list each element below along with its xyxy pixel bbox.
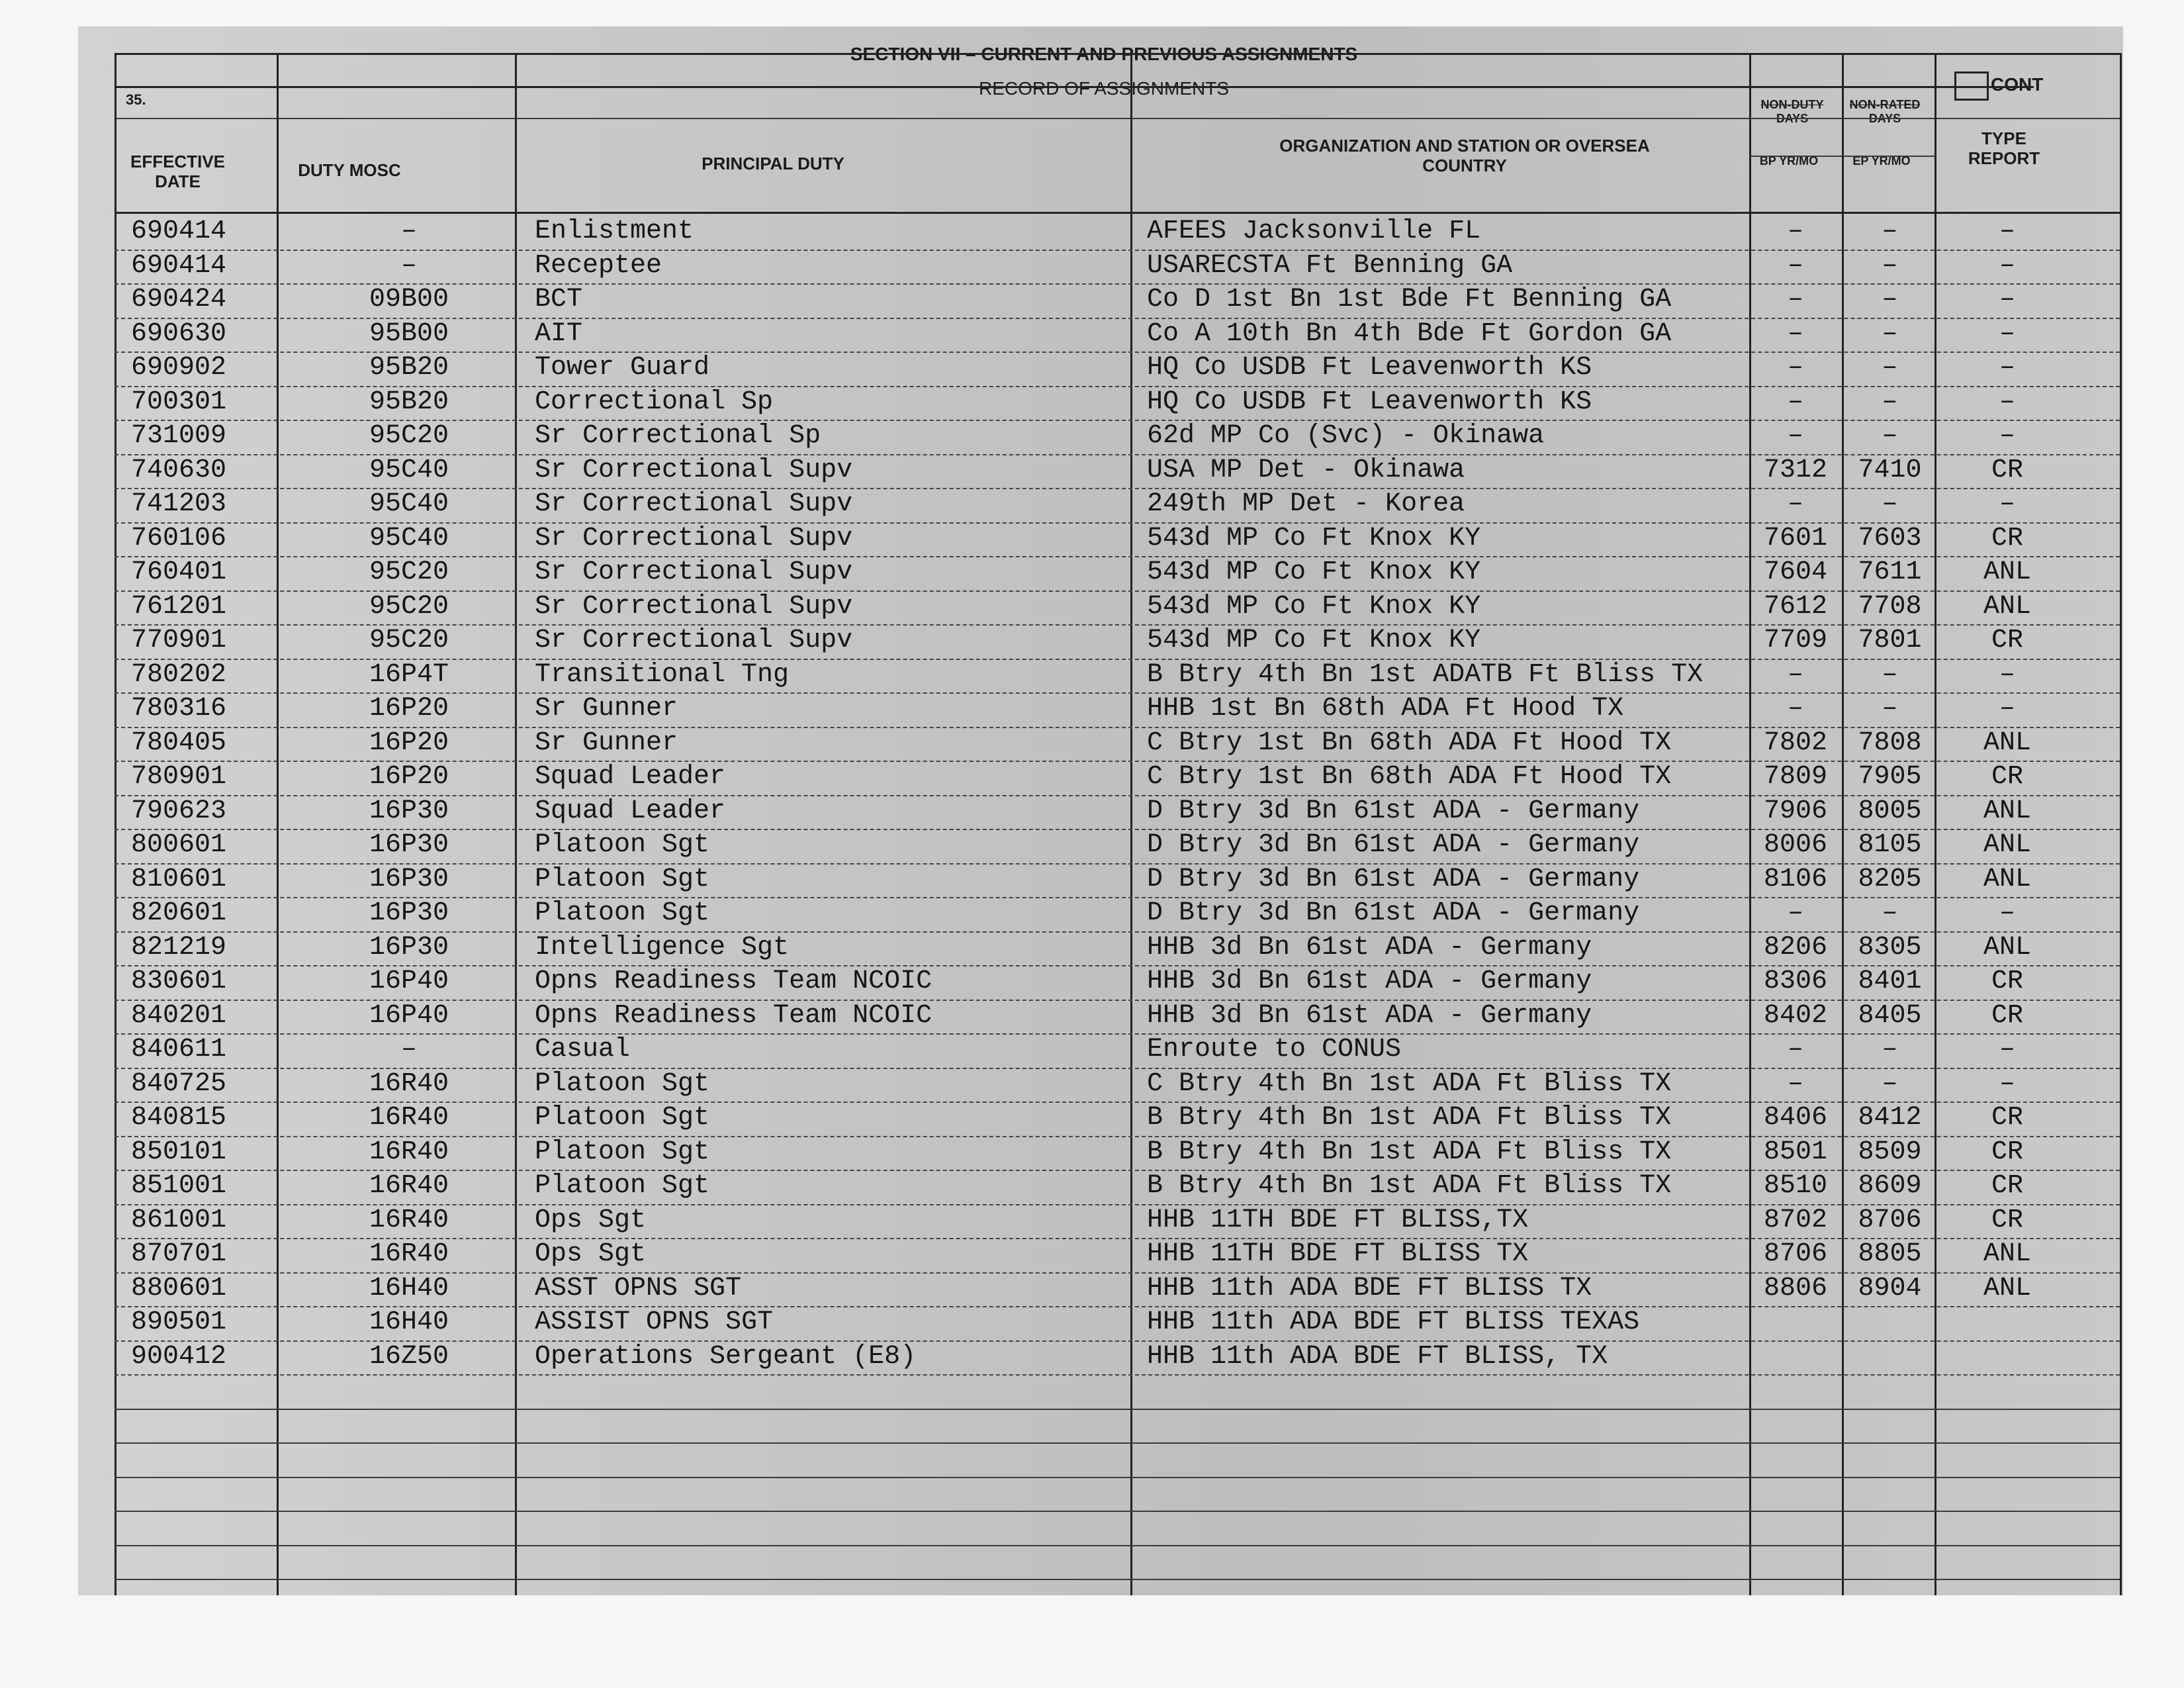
cell-type-report: CR xyxy=(1991,626,2023,655)
cell-organization: 543d MP Co Ft Knox KY xyxy=(1147,524,1481,553)
row-rule xyxy=(114,1374,2120,1376)
cell-bp-yr-mo: 8206 xyxy=(1763,933,1827,962)
cell-effective-date: 900412 xyxy=(131,1342,227,1372)
cell-duty-mosc: 16P30 xyxy=(369,830,449,860)
cell-effective-date: 780901 xyxy=(131,762,227,792)
cell-organization: D Btry 3d Bn 61st ADA - Germany xyxy=(1147,898,1640,928)
cell-ep-yr-mo: 8305 xyxy=(1858,933,1922,962)
cell-duty-mosc: 16H40 xyxy=(369,1274,449,1303)
cell-principal-duty: Sr Correctional Sp xyxy=(535,421,821,451)
cell-principal-duty: Transitional Tng xyxy=(535,660,790,690)
cell-ep-yr-mo: 7410 xyxy=(1858,455,1922,485)
col-rule-right xyxy=(2120,53,2122,1595)
header-type-report: TYPE REPORT xyxy=(1968,128,2040,168)
cell-effective-date: 780316 xyxy=(131,694,227,724)
cell-bp-yr-mo: 8702 xyxy=(1763,1205,1827,1235)
cell-effective-date: 790623 xyxy=(131,796,227,826)
cell-type-report: ANL xyxy=(1983,933,2031,962)
cell-duty-mosc: 95C20 xyxy=(369,626,449,655)
row-rule xyxy=(114,1409,2120,1410)
cell-ep-yr-mo xyxy=(1842,1340,1938,1374)
cell-duty-mosc: 16R40 xyxy=(369,1069,449,1099)
cell-organization: 543d MP Co Ft Knox KY xyxy=(1147,592,1481,622)
cell-principal-duty: Correctional Sp xyxy=(535,387,774,417)
cell-bp-yr-mo: 8106 xyxy=(1763,865,1827,894)
cell-type-report: – xyxy=(1999,489,2015,519)
cell-organization: 543d MP Co Ft Knox KY xyxy=(1147,557,1481,587)
cell-ep-yr-mo: – xyxy=(1882,216,1898,246)
cell-effective-date: 840611 xyxy=(131,1035,227,1064)
cell-duty-mosc: 95C40 xyxy=(369,489,449,519)
cell-principal-duty: Ops Sgt xyxy=(535,1205,647,1235)
cell-bp-yr-mo: – xyxy=(1787,660,1803,690)
cell-type-report: ANL xyxy=(1983,830,2031,860)
cell-principal-duty: Platoon Sgt xyxy=(535,1137,710,1167)
cell-effective-date: 840725 xyxy=(131,1069,227,1099)
cell-ep-yr-mo: 7708 xyxy=(1858,592,1922,622)
cell-effective-date: 840201 xyxy=(131,1001,227,1031)
item-number: 35. xyxy=(126,91,146,108)
cell-duty-mosc: 95C20 xyxy=(369,592,449,622)
record-title-rule xyxy=(114,118,2120,119)
cell-type-report: ANL xyxy=(1983,1239,2031,1269)
cell-ep-yr-mo: – xyxy=(1882,285,1898,314)
cell-bp-yr-mo: – xyxy=(1787,1069,1803,1099)
cell-effective-date: 741203 xyxy=(131,489,227,519)
cell-ep-yr-mo: – xyxy=(1882,1035,1898,1064)
cell-effective-date: 740630 xyxy=(131,455,227,485)
cell-ep-yr-mo: 8805 xyxy=(1858,1239,1922,1269)
cell-type-report: ANL xyxy=(1983,1274,2031,1303)
cell-organization: D Btry 3d Bn 61st ADA - Germany xyxy=(1147,865,1640,894)
cell-ep-yr-mo: – xyxy=(1882,319,1898,349)
cell-duty-mosc: 16P40 xyxy=(369,966,449,996)
header-non-duty-days: NON-DUTY DAYS xyxy=(1760,98,1824,125)
cell-type-report: – xyxy=(1999,1035,2015,1064)
cell-type-report xyxy=(1944,1340,2070,1374)
cell-organization: HHB 11th ADA BDE FT BLISS TEXAS xyxy=(1147,1307,1640,1337)
cell-principal-duty: Sr Gunner xyxy=(535,694,678,724)
cell-principal-duty: Receptee xyxy=(535,251,662,281)
cell-principal-duty: Sr Gunner xyxy=(535,728,678,758)
cell-organization: Enroute to CONUS xyxy=(1147,1035,1402,1064)
cell-duty-mosc: 16R40 xyxy=(369,1239,449,1269)
cell-principal-duty: Sr Correctional Supv xyxy=(535,592,853,622)
cell-type-report xyxy=(1944,1306,2070,1339)
cell-bp-yr-mo: – xyxy=(1787,898,1803,928)
cell-effective-date: 850101 xyxy=(131,1137,227,1167)
cell-ep-yr-mo: 8904 xyxy=(1858,1274,1922,1303)
cell-effective-date: 840815 xyxy=(131,1103,227,1133)
cell-bp-yr-mo: 7906 xyxy=(1763,796,1827,826)
cell-organization: HHB 3d Bn 61st ADA - Germany xyxy=(1147,1001,1592,1031)
cell-effective-date: 700301 xyxy=(131,387,227,417)
cell-type-report: – xyxy=(1999,421,2015,451)
cell-principal-duty: Sr Correctional Supv xyxy=(535,524,853,553)
cell-duty-mosc: 95C20 xyxy=(369,557,449,587)
cell-type-report: – xyxy=(1999,694,2015,724)
cell-type-report: ANL xyxy=(1983,592,2031,622)
cell-duty-mosc: 16P30 xyxy=(369,933,449,962)
cell-ep-yr-mo: 7808 xyxy=(1858,728,1922,758)
cell-organization: HQ Co USDB Ft Leavenworth KS xyxy=(1147,387,1592,417)
cell-organization: HHB 11TH BDE FT BLISS,TX xyxy=(1147,1205,1529,1235)
cell-duty-mosc: 09B00 xyxy=(369,285,449,314)
cell-ep-yr-mo: – xyxy=(1882,898,1898,928)
cell-principal-duty: Squad Leader xyxy=(535,796,726,826)
cell-effective-date: 731009 xyxy=(131,421,227,451)
cell-duty-mosc: – xyxy=(400,1035,417,1064)
cell-ep-yr-mo xyxy=(1842,1306,1938,1339)
cell-effective-date: 760106 xyxy=(131,524,227,553)
cell-principal-duty: AIT xyxy=(535,319,583,349)
cell-principal-duty: Operations Sergeant (E8) xyxy=(535,1342,917,1372)
cell-bp-yr-mo: 8501 xyxy=(1763,1137,1827,1167)
row-rule xyxy=(114,1545,2120,1546)
cell-ep-yr-mo: 8412 xyxy=(1858,1103,1922,1133)
cell-principal-duty: ASSIST OPNS SGT xyxy=(535,1307,774,1337)
cell-organization: HHB 11th ADA BDE FT BLISS, TX xyxy=(1147,1342,1608,1372)
cell-duty-mosc: 16P20 xyxy=(369,762,449,792)
cell-type-report: – xyxy=(1999,660,2015,690)
cell-type-report: – xyxy=(1999,1069,2015,1099)
cell-principal-duty: Casual xyxy=(535,1035,631,1064)
cell-type-report: – xyxy=(1999,285,2015,314)
section-title: SECTION VII – CURRENT AND PREVIOUS ASSIGNMENTS xyxy=(850,44,1358,64)
cell-duty-mosc: 95B20 xyxy=(369,353,449,383)
cell-effective-date: 690424 xyxy=(131,285,227,314)
cell-effective-date: 820601 xyxy=(131,898,227,928)
cell-duty-mosc: – xyxy=(400,251,417,281)
row-rule xyxy=(114,1579,2120,1580)
cell-effective-date: 770901 xyxy=(131,626,227,655)
cell-duty-mosc: 16R40 xyxy=(369,1137,449,1167)
cell-type-report: CR xyxy=(1991,1137,2023,1167)
cell-principal-duty: Sr Correctional Supv xyxy=(535,557,853,587)
cell-organization: AFEES Jacksonville FL xyxy=(1147,216,1481,246)
cell-bp-yr-mo: – xyxy=(1787,251,1803,281)
cell-principal-duty: Platoon Sgt xyxy=(535,1069,710,1099)
cell-ep-yr-mo: 8205 xyxy=(1858,865,1922,894)
cell-ep-yr-mo: 7801 xyxy=(1858,626,1922,655)
cell-organization: HHB 11th ADA BDE FT BLISS TX xyxy=(1147,1274,1592,1303)
header-principal-duty: PRINCIPAL DUTY xyxy=(702,154,844,173)
cell-bp-yr-mo: – xyxy=(1787,1035,1803,1064)
cell-principal-duty: Sr Correctional Supv xyxy=(535,489,853,519)
cell-bp-yr-mo: – xyxy=(1787,489,1803,519)
cont-label: CONT xyxy=(1991,74,2044,95)
cell-bp-yr-mo: 7612 xyxy=(1763,592,1827,622)
cell-ep-yr-mo: – xyxy=(1882,489,1898,519)
cell-type-report: ANL xyxy=(1983,865,2031,894)
cell-ep-yr-mo: 7603 xyxy=(1858,524,1922,553)
cell-organization: B Btry 4th Bn 1st ADA Ft Bliss TX xyxy=(1147,1103,1672,1133)
cell-bp-yr-mo: 8306 xyxy=(1763,966,1827,996)
cell-effective-date: 880601 xyxy=(131,1274,227,1303)
cell-principal-duty: ASST OPNS SGT xyxy=(535,1274,742,1303)
cell-effective-date: 800601 xyxy=(131,830,227,860)
cell-principal-duty: Tower Guard xyxy=(535,353,710,383)
cell-ep-yr-mo: – xyxy=(1882,694,1898,724)
cell-organization: HQ Co USDB Ft Leavenworth KS xyxy=(1147,353,1592,383)
cell-duty-mosc: 16Z50 xyxy=(369,1342,449,1372)
cell-bp-yr-mo: 7802 xyxy=(1763,728,1827,758)
row-rule xyxy=(114,1477,2120,1478)
cell-duty-mosc: 16P4T xyxy=(369,660,449,690)
header-bp: BP YR/MO xyxy=(1759,154,1819,167)
cell-type-report: – xyxy=(1999,216,2015,246)
cell-organization: USA MP Det - Okinawa xyxy=(1147,455,1465,485)
cell-principal-duty: Platoon Sgt xyxy=(535,830,710,860)
cell-duty-mosc: – xyxy=(400,216,417,246)
cell-organization: USARECSTA Ft Benning GA xyxy=(1147,251,1513,281)
cell-type-report: – xyxy=(1999,353,2015,383)
cell-type-report: CR xyxy=(1991,455,2023,485)
cell-organization: HHB 3d Bn 61st ADA - Germany xyxy=(1147,933,1592,962)
cell-type-report: CR xyxy=(1991,1205,2023,1235)
cell-effective-date: 780405 xyxy=(131,728,227,758)
cell-organization: C Btry 4th Bn 1st ADA Ft Bliss TX xyxy=(1147,1069,1672,1099)
cell-principal-duty: Intelligence Sgt xyxy=(535,933,790,962)
cell-principal-duty: Squad Leader xyxy=(535,762,726,792)
cell-duty-mosc: 16H40 xyxy=(369,1307,449,1337)
cell-duty-mosc: 16R40 xyxy=(369,1103,449,1133)
cell-principal-duty: Ops Sgt xyxy=(535,1239,647,1269)
cell-effective-date: 821219 xyxy=(131,933,227,962)
cell-bp-yr-mo xyxy=(1749,1340,1842,1374)
cell-duty-mosc: 16P20 xyxy=(369,728,449,758)
cell-ep-yr-mo: – xyxy=(1882,660,1898,690)
cell-type-report: CR xyxy=(1991,966,2023,996)
cell-organization: Co A 10th Bn 4th Bde Ft Gordon GA xyxy=(1147,319,1672,349)
cell-duty-mosc: 95C40 xyxy=(369,524,449,553)
cell-duty-mosc: 16R40 xyxy=(369,1205,449,1235)
cell-bp-yr-mo: 7604 xyxy=(1763,557,1827,587)
cell-bp-yr-mo: – xyxy=(1787,216,1803,246)
cell-bp-yr-mo: 8402 xyxy=(1763,1001,1827,1031)
header-organization: ORGANIZATION AND STATION OR OVERSEA COUNTRY xyxy=(1279,136,1650,175)
cell-duty-mosc: 95B00 xyxy=(369,319,449,349)
row-rule xyxy=(114,1442,2120,1444)
cell-effective-date: 870701 xyxy=(131,1239,227,1269)
cell-type-report: ANL xyxy=(1983,728,2031,758)
cell-type-report: CR xyxy=(1991,1171,2023,1201)
cell-ep-yr-mo: 8706 xyxy=(1858,1205,1922,1235)
cell-principal-duty: Opns Readiness Team NCOIC xyxy=(535,1001,933,1031)
row-rule xyxy=(114,1511,2120,1512)
cell-type-report: – xyxy=(1999,898,2015,928)
cell-bp-yr-mo: – xyxy=(1787,694,1803,724)
cell-ep-yr-mo: 8405 xyxy=(1858,1001,1922,1031)
cell-ep-yr-mo: 7611 xyxy=(1858,557,1922,587)
cell-organization: 543d MP Co Ft Knox KY xyxy=(1147,626,1481,655)
cell-principal-duty: Opns Readiness Team NCOIC xyxy=(535,966,933,996)
cell-effective-date: 690414 xyxy=(131,216,227,246)
cell-effective-date: 851001 xyxy=(131,1171,227,1201)
cell-bp-yr-mo: – xyxy=(1787,285,1803,314)
cell-bp-yr-mo: 8706 xyxy=(1763,1239,1827,1269)
cell-ep-yr-mo: – xyxy=(1882,421,1898,451)
cell-ep-yr-mo: 8005 xyxy=(1858,796,1922,826)
cell-type-report: – xyxy=(1999,319,2015,349)
cell-bp-yr-mo: 7601 xyxy=(1763,524,1827,553)
cell-duty-mosc: 16P30 xyxy=(369,796,449,826)
cell-effective-date: 830601 xyxy=(131,966,227,996)
cell-ep-yr-mo: 8401 xyxy=(1858,966,1922,996)
record-subtitle: RECORD OF ASSIGNMENTS xyxy=(978,78,1230,99)
cell-ep-yr-mo: – xyxy=(1882,1069,1898,1099)
cell-bp-yr-mo: – xyxy=(1787,387,1803,417)
cell-organization: D Btry 3d Bn 61st ADA - Germany xyxy=(1147,796,1640,826)
cell-bp-yr-mo: – xyxy=(1787,319,1803,349)
cell-principal-duty: Platoon Sgt xyxy=(535,1103,710,1133)
section-title-rule xyxy=(114,86,2034,88)
cell-bp-yr-mo: 7809 xyxy=(1763,762,1827,792)
cell-duty-mosc: 16R40 xyxy=(369,1171,449,1201)
cell-ep-yr-mo: – xyxy=(1882,353,1898,383)
cell-type-report: CR xyxy=(1991,1001,2023,1031)
cell-type-report: ANL xyxy=(1983,796,2031,826)
header-bottom-rule xyxy=(114,212,2120,214)
cell-bp-yr-mo xyxy=(1749,1306,1842,1339)
cell-organization: 249th MP Det - Korea xyxy=(1147,489,1465,519)
cell-principal-duty: Enlistment xyxy=(535,216,694,246)
cell-bp-yr-mo: 8006 xyxy=(1763,830,1827,860)
cell-type-report: CR xyxy=(1991,524,2023,553)
form-top-rule xyxy=(114,53,2120,55)
cell-effective-date: 810601 xyxy=(131,865,227,894)
cell-organization: B Btry 4th Bn 1st ADATB Ft Bliss TX xyxy=(1147,660,1704,690)
cell-organization: HHB 1st Bn 68th ADA Ft Hood TX xyxy=(1147,694,1624,724)
cell-duty-mosc: 95C20 xyxy=(369,421,449,451)
cell-organization: HHB 11TH BDE FT BLISS TX xyxy=(1147,1239,1529,1269)
cell-organization: HHB 3d Bn 61st ADA - Germany xyxy=(1147,966,1592,996)
cell-ep-yr-mo: 7905 xyxy=(1858,762,1922,792)
cell-organization: 62d MP Co (Svc) - Okinawa xyxy=(1147,421,1545,451)
cell-ep-yr-mo: 8105 xyxy=(1858,830,1922,860)
cell-ep-yr-mo: 8509 xyxy=(1858,1137,1922,1167)
cell-principal-duty: Platoon Sgt xyxy=(535,1171,710,1201)
cell-type-report: – xyxy=(1999,387,2015,417)
assignment-record-form xyxy=(78,26,2123,1595)
cell-organization: D Btry 3d Bn 61st ADA - Germany xyxy=(1147,830,1640,860)
cell-principal-duty: Sr Correctional Supv xyxy=(535,455,853,485)
cell-effective-date: 760401 xyxy=(131,557,227,587)
cell-organization: Co D 1st Bn 1st Bde Ft Benning GA xyxy=(1147,285,1672,314)
cell-effective-date: 690630 xyxy=(131,319,227,349)
header-effective-date: EFFECTIVE DATE xyxy=(130,152,225,191)
cell-bp-yr-mo: – xyxy=(1787,353,1803,383)
cell-effective-date: 861001 xyxy=(131,1205,227,1235)
cell-principal-duty: Platoon Sgt xyxy=(535,865,710,894)
cell-duty-mosc: 95C40 xyxy=(369,455,449,485)
cell-bp-yr-mo: 7312 xyxy=(1763,455,1827,485)
cell-type-report: ANL xyxy=(1983,557,2031,587)
cell-type-report: CR xyxy=(1991,1103,2023,1133)
cell-bp-yr-mo: 8406 xyxy=(1763,1103,1827,1133)
cell-principal-duty: Sr Correctional Supv xyxy=(535,626,853,655)
cell-organization: B Btry 4th Bn 1st ADA Ft Bliss TX xyxy=(1147,1171,1672,1201)
cell-principal-duty: BCT xyxy=(535,285,583,314)
cell-bp-yr-mo: – xyxy=(1787,421,1803,451)
cell-principal-duty: Platoon Sgt xyxy=(535,898,710,928)
cell-bp-yr-mo: 8806 xyxy=(1763,1274,1827,1303)
header-ep: EP YR/MO xyxy=(1852,154,1911,167)
cell-organization: B Btry 4th Bn 1st ADA Ft Bliss TX xyxy=(1147,1137,1672,1167)
cell-effective-date: 690902 xyxy=(131,353,227,383)
cell-duty-mosc: 16P20 xyxy=(369,694,449,724)
cell-duty-mosc: 16P30 xyxy=(369,865,449,894)
cell-ep-yr-mo: – xyxy=(1882,251,1898,281)
cell-duty-mosc: 16P30 xyxy=(369,898,449,928)
cell-bp-yr-mo: 7709 xyxy=(1763,626,1827,655)
cell-organization: C Btry 1st Bn 68th ADA Ft Hood TX xyxy=(1147,728,1672,758)
cell-effective-date: 780202 xyxy=(131,660,227,690)
cell-effective-date: 761201 xyxy=(131,592,227,622)
cell-type-report: – xyxy=(1999,251,2015,281)
cell-duty-mosc: 16P40 xyxy=(369,1001,449,1031)
cell-ep-yr-mo: – xyxy=(1882,387,1898,417)
cell-organization: C Btry 1st Bn 68th ADA Ft Hood TX xyxy=(1147,762,1672,792)
cell-effective-date: 690414 xyxy=(131,251,227,281)
cell-type-report: CR xyxy=(1991,762,2023,792)
header-non-rated-days: NON-RATED DAYS xyxy=(1849,98,1921,125)
cell-effective-date: 890501 xyxy=(131,1307,227,1337)
cell-bp-yr-mo: 8510 xyxy=(1763,1171,1827,1201)
cell-ep-yr-mo: 8609 xyxy=(1858,1171,1922,1201)
header-duty-mosc: DUTY MOSC xyxy=(298,160,401,180)
cell-duty-mosc: 95B20 xyxy=(369,387,449,417)
